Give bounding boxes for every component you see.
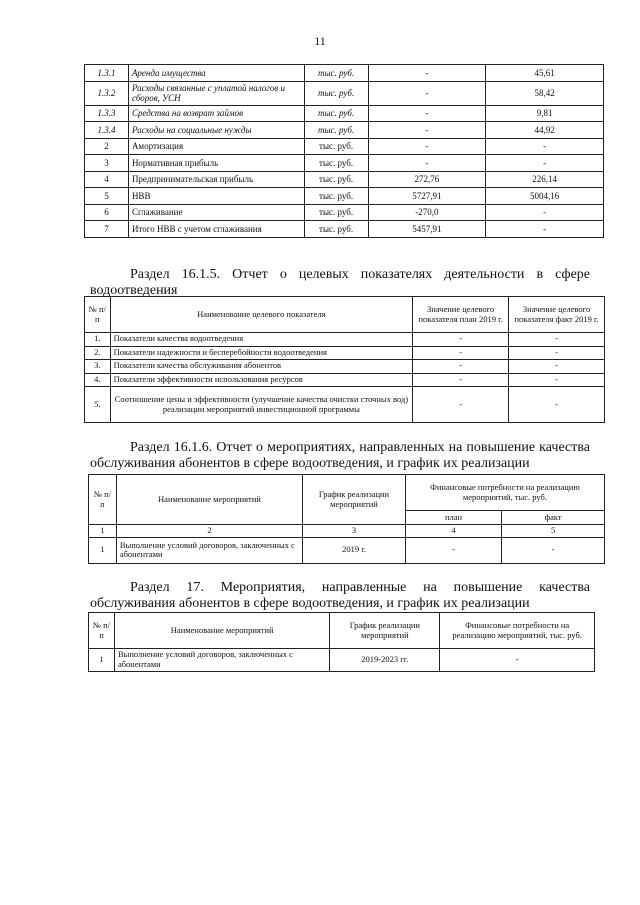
column-number: 4 [405,525,501,538]
row-plan-value: 5727,91 [368,188,486,205]
row-fact-value: - [509,360,605,374]
section-16-1-5-heading-line2: водоотведения [90,283,178,298]
table-row [89,537,605,563]
row-fact-value: 44,92 [486,122,604,139]
row-unit: тыс. руб. [304,171,368,188]
column-number: 3 [303,525,406,538]
row-name: Сглаживание [128,204,304,221]
header-plan: план [405,511,501,525]
row-fact-value: - [509,333,605,347]
header-schedule: График реализации мероприятий [330,613,440,649]
row-unit: тыс. руб. [304,81,368,105]
row-fact-value: - [486,155,604,172]
row-name: Амортизация [128,138,304,155]
row-name: Показатели качества водоотведения [110,333,413,347]
header-name: Наименование мероприятий [116,475,302,525]
row-finance-value: - [440,649,595,672]
column-numbers-row [89,525,605,538]
row-fact-value: 226,14 [486,171,604,188]
column-number: 2 [116,525,302,538]
row-number: 1.3.2 [85,81,129,105]
column-number: 1 [89,525,117,538]
row-name: Выполнение условий договоров, заключенных с абонентами [116,537,302,563]
table-row [85,81,604,105]
row-number: 7 [85,221,129,238]
row-name: Нормативная прибыль [128,155,304,172]
header-schedule: График реализации мероприятий [303,475,406,525]
section-16-1-6-heading-line2: обслуживания абонентов в сфере водоотведения, и график их реализации [90,456,530,471]
row-name: НВВ [128,188,304,205]
table-row [85,171,604,188]
row-unit: тыс. руб. [304,155,368,172]
row-name: Показатели качества обслуживания абонентов [110,360,413,374]
table-row [85,204,604,221]
row-unit: тыс. руб. [304,105,368,122]
row-name: Показатели эффективности использования ресурсов [110,373,413,387]
table-row [85,155,604,172]
row-schedule: 2019-2023 гг. [330,649,440,672]
row-name: Показатели надежности и бесперебойности водоотведения [110,346,413,360]
header-finance: Финансовые потребности на реализацию мероприятий, тыс. руб. [440,613,595,649]
row-plan-value: - [405,537,501,563]
row-name: Аренда имущества [128,65,304,82]
table-row [85,65,604,82]
row-name: Средства на возврат займов [128,105,304,122]
row-unit: тыс. руб. [304,221,368,238]
header-num: № п/п [89,475,117,525]
row-unit: тыс. руб. [304,138,368,155]
table-row [85,221,604,238]
row-unit: тыс. руб. [304,204,368,221]
row-fact-value: - [486,204,604,221]
row-fact-value: - [486,138,604,155]
row-plan-value: 5457,91 [368,221,486,238]
header-fact: Значение целевого показателя факт 2019 г. [509,297,605,333]
row-number: 3 [85,155,129,172]
section-16-1-5-heading-line1: Раздел 16.1.5. Отчет о целевых показателях деятельности в сфере [130,267,590,282]
row-plan-value: - [368,81,486,105]
row-number: 1.3.3 [85,105,129,122]
row-plan-value: -270,0 [368,204,486,221]
row-number: 1. [85,333,111,347]
row-plan-value: - [368,105,486,122]
row-plan-value: - [413,360,509,374]
row-number: 6 [85,204,129,221]
measures-report-table [88,474,605,564]
column-number: 5 [502,525,605,538]
row-fact-value: 45,61 [486,65,604,82]
row-number: 2 [85,138,129,155]
section-17-heading-line2: обслуживания абонентов в сфере водоотведения, и график их реализации [90,596,530,611]
header-plan: Значение целевого показателя план 2019 г. [413,297,509,333]
row-plan-value: - [413,346,509,360]
section-17-heading-line1: Раздел 17. Мероприятия, направленные на повышение качества [130,580,590,595]
row-name: Выполнение условий договоров, заключенных с абонентами [114,649,330,672]
row-plan-value: - [413,387,509,423]
row-number: 2. [85,346,111,360]
measures-plan-table [88,612,595,672]
header-name: Наименование целевого показателя [110,297,413,333]
row-unit: тыс. руб. [304,122,368,139]
row-plan-value: - [368,138,486,155]
row-fact-value: - [486,221,604,238]
row-name: Расходы на социальные нужды [128,122,304,139]
row-unit: тыс. руб. [304,65,368,82]
row-schedule: 2019 г. [303,537,406,563]
row-plan-value: 272,76 [368,171,486,188]
row-number: 5. [85,387,111,423]
table-row [85,333,605,347]
header-num: № п/п [89,613,115,649]
row-fact-value: - [509,373,605,387]
header-name: Наименование мероприятий [114,613,330,649]
header-finance: Финансовые потребности на реализацию мероприятий, тыс. руб. [405,475,604,511]
row-number: 1.3.4 [85,122,129,139]
row-unit: тыс. руб. [304,188,368,205]
row-number: 4 [85,171,129,188]
table-row [85,188,604,205]
row-fact-value: 9,81 [486,105,604,122]
table-row [85,387,605,423]
table-row [85,122,604,139]
table-row [85,138,604,155]
table-row [85,346,605,360]
page-number: 11 [314,34,326,48]
row-name: Предпринимательская прибыль [128,171,304,188]
row-name: Итого НВВ с учетом сглаживания [128,221,304,238]
row-plan-value: - [368,65,486,82]
row-plan-value: - [413,333,509,347]
row-fact-value: 58,42 [486,81,604,105]
row-fact-value: 5004,16 [486,188,604,205]
table-row [85,360,605,374]
table-row [85,373,605,387]
row-number: 4. [85,373,111,387]
row-number: 1.3.1 [85,65,129,82]
header-num: № п/п [85,297,111,333]
header-fact: факт [502,511,605,525]
row-name: Расходы связанные с уплатой налогов и сборов, УСН [128,81,304,105]
row-plan-value: - [368,122,486,139]
row-number: 1 [89,537,117,563]
row-fact-value: - [509,387,605,423]
target-indicators-table [84,296,605,423]
row-plan-value: - [413,373,509,387]
row-number: 3. [85,360,111,374]
table-row [89,649,595,672]
row-fact-value: - [502,537,605,563]
row-number: 5 [85,188,129,205]
row-plan-value: - [368,155,486,172]
budget-table [84,64,604,238]
table-row [85,105,604,122]
row-number: 1 [89,649,115,672]
row-fact-value: - [509,346,605,360]
row-name: Соотношение цены и эффективности (улучшение качества очистки сточных вод) реализации мероприятий инвестиционной программы [110,387,413,423]
section-16-1-6-heading-line1: Раздел 16.1.6. Отчет о мероприятиях, направленных на повышение качества [130,440,590,455]
